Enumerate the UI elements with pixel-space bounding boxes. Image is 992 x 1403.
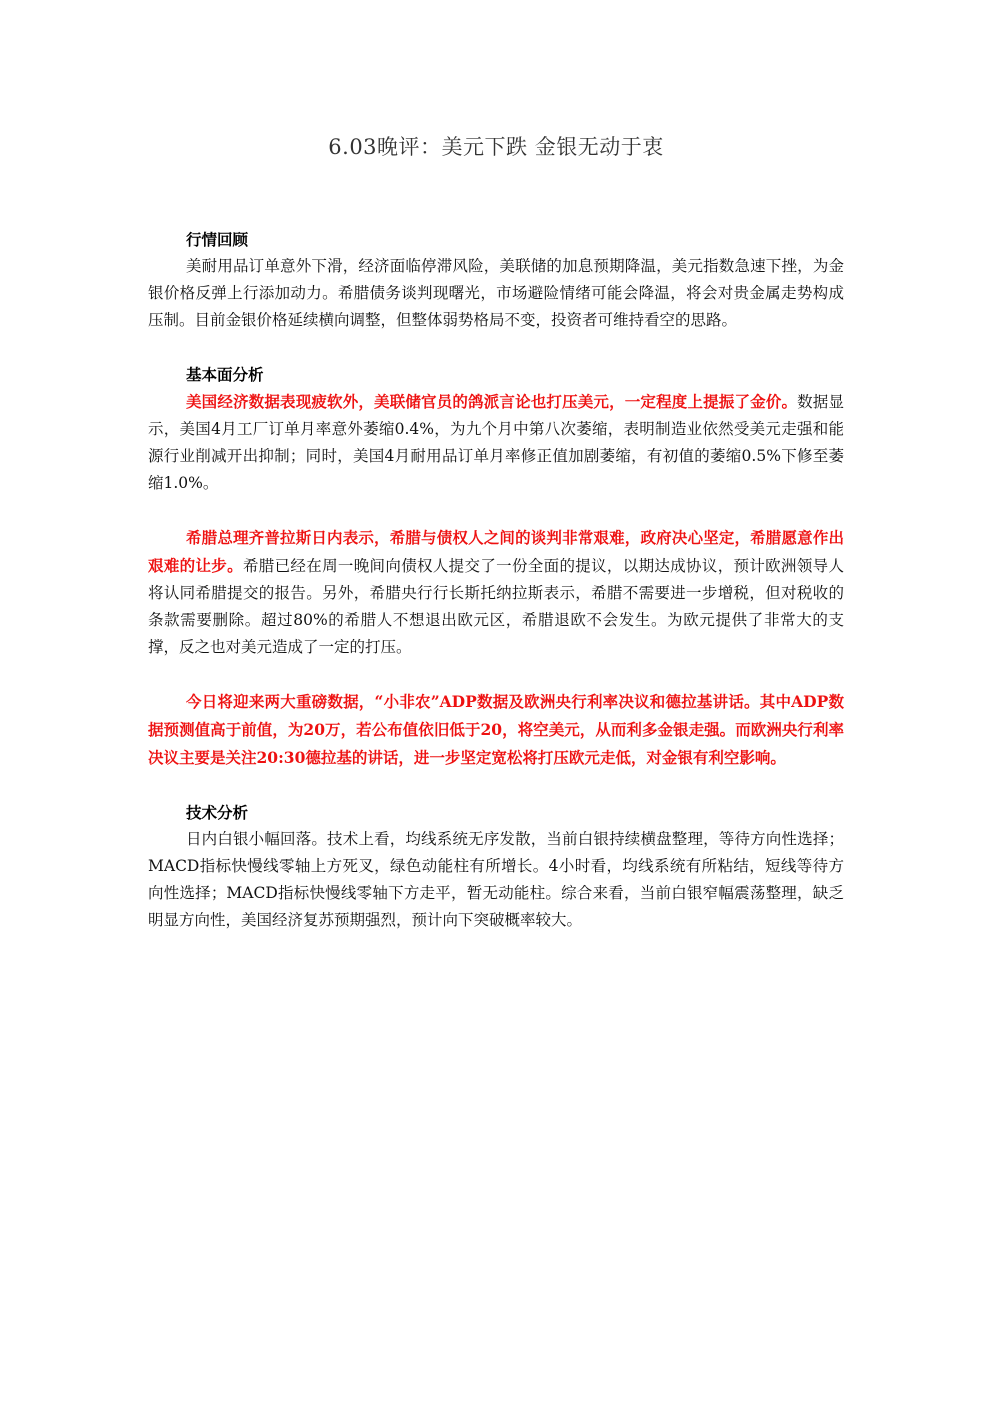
- paragraph-fundamental-3: [148, 688, 844, 772]
- document-title: 6.03晚评：美元下跌 金银无动于衷: [328, 135, 664, 159]
- spacer: [148, 661, 844, 688]
- document-body: [148, 226, 844, 934]
- section-technical-analysis: [148, 799, 844, 934]
- highlight-text: 美国经济数据表现疲软外，美联储官员的鸽派言论也打压美元，一定程度上提振了金价。: [186, 392, 798, 411]
- body-text: 数据显示，美国4月工厂订单月率意外萎缩0.4%，为九个月中第八次萎缩，表明制造业依然受美元走强和能源行业削减开出抑制；同时，美国4月耐用品订单月率修正值加剧萎缩，有初值的萎缩0.5%下修至萎缩1.0%。: [148, 393, 844, 492]
- spacer: [148, 497, 844, 524]
- body-text: 希腊已经在周一晚间向债权人提交了一份全面的提议，以期达成协议，预计欧洲领导人将认同希腊提交的报告。另外，希腊央行行长斯托纳拉斯表示，希腊不需要进一步增税，但对税收的条款需要删除。超过80%的希腊人不想退出欧元区，希腊退欧不会发生。为欧元提供了非常大的支撑，反之也对美元造成了一定的打压。: [148, 557, 844, 656]
- paragraph-fundamental-2: [148, 524, 844, 661]
- highlight-text: 希腊总理齐普拉斯日内表示，希腊与债权人之间的谈判非常艰难，政府决心坚定，希腊愿意作出艰难的让步。: [148, 528, 844, 575]
- spacer: [148, 772, 844, 799]
- section-market-review: [148, 226, 844, 334]
- section-heading-review: 行情回顾: [186, 230, 249, 249]
- section-fundamental-analysis: [148, 361, 844, 772]
- paragraph-review: 美耐用品订单意外下滑，经济面临停滞风险，美联储的加息预期降温，美元指数急速下挫，为金银价格反弹上行添加动力。希腊债务谈判现曙光，市场避险情绪可能会降温，将会对贵金属走势构成压制。目前金银价格延续横向调整，但整体弱势格局不变，投资者可维持看空的思路。: [148, 257, 844, 329]
- paragraph-technical: 日内白银小幅回落。技术上看，均线系统无序发散，当前白银持续横盘整理，等待方向性选择；MACD指标快慢线零轴上方死叉，绿色动能柱有所增长。4小时看，均线系统有所粘结，短线等待方向性选择；MACD指标快慢线零轴下方走平，暂无动能柱。综合来看，当前白银窄幅震荡整理，缺乏明显方向性，美国经济复苏预期强烈，预计向下突破概率较大。: [148, 830, 844, 929]
- paragraph-fundamental-1: [148, 388, 844, 497]
- section-heading-fundamental: 基本面分析: [186, 365, 264, 384]
- section-heading-technical: 技术分析: [186, 803, 249, 822]
- spacer: [148, 334, 844, 361]
- highlight-text: 今日将迎来两大重磅数据，“小非农”ADP数据及欧洲央行利率决议和德拉基讲话。其中ADP数据预测值高于前值，为20万，若公布值依旧低于20，将空美元，从而利多金银走强。而欧洲央行利率决议主要是关注20:30德拉基的讲话，进一步坚定宽松将打压欧元走低，对金银有利空影响。: [148, 692, 844, 767]
